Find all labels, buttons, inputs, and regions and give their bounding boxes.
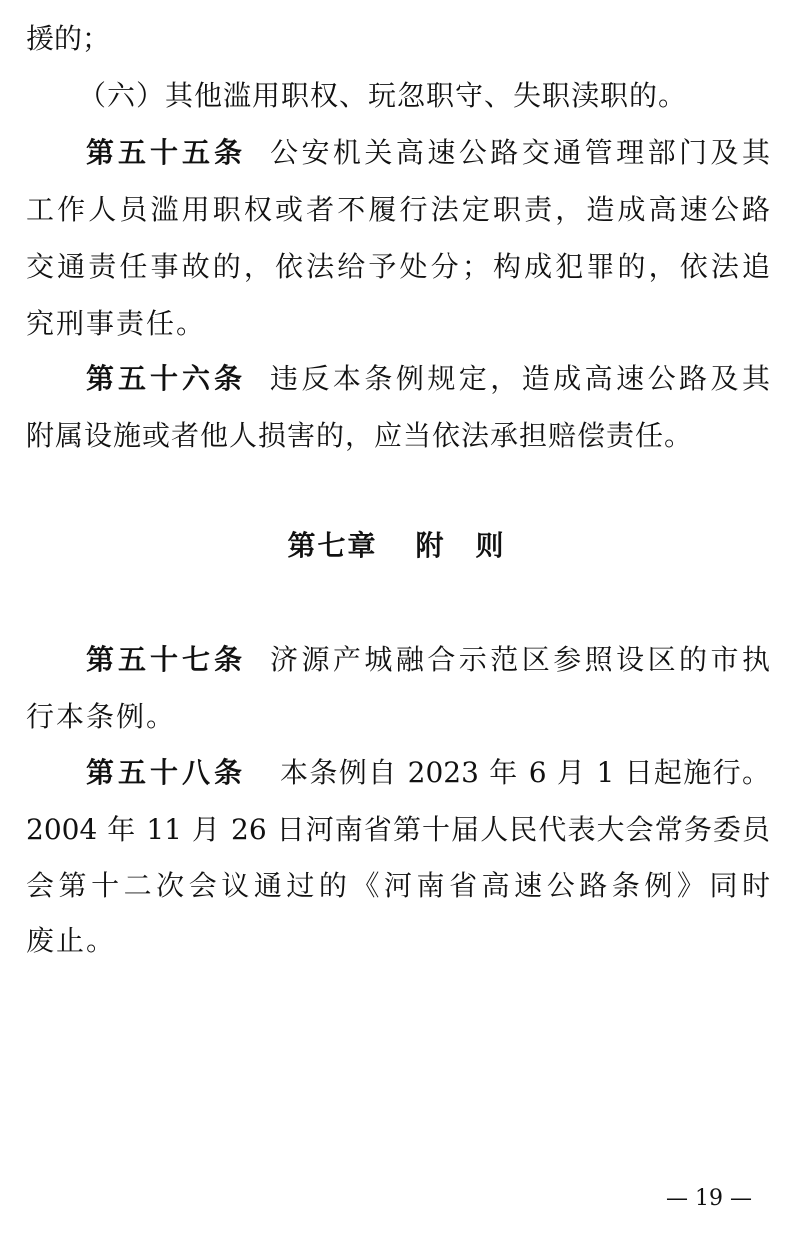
page-number (0, 1184, 793, 1214)
line-text: 援的； (26, 22, 111, 55)
article-heading: 第五十五条 (86, 136, 247, 169)
article-heading: 第五十七条 (86, 643, 247, 676)
line-text: 究刑事责任。 (26, 307, 207, 340)
text-line: 交通责任事故的，依法给予处分；构成犯罪的，依法追 (26, 250, 770, 283)
line-text: 废止。 (26, 924, 117, 957)
article-text: 公安机关高速公路交通管理部门及其 (270, 136, 770, 169)
chapter-heading (0, 526, 793, 566)
line-text: 行本条例。 (26, 700, 177, 733)
chapter-number: 第七章 (287, 529, 378, 562)
text-line: 会第十二次会议通过的《河南省高速公路条例》同时 (26, 869, 770, 902)
article-text: 本条例自 2023 年 6 月 1 日起施行。 (280, 756, 770, 789)
line-text: 附属设施或者他人损害的，应当依法承担赔偿责任。 (26, 419, 694, 452)
article-text: 违反本条例规定，造成高速公路及其 (270, 362, 770, 395)
article-text: 济源产城融合示范区参照设区的市执 (270, 643, 770, 676)
page-number-text: — 19 — (666, 1186, 752, 1211)
line-text: （六）其他滥用职权、玩忽职守、失职渎职的。 (78, 79, 688, 112)
chapter-title: 附 则 (415, 529, 506, 562)
article-heading: 第五十八条 (86, 756, 247, 789)
text-line: 工作人员滥用职权或者不履行法定职责，造成高速公路 (26, 193, 770, 226)
article-heading: 第五十六条 (86, 362, 247, 395)
text-line: 2004 年 11 月 26 日河南省第十届人民代表大会常务委员 (26, 813, 770, 846)
